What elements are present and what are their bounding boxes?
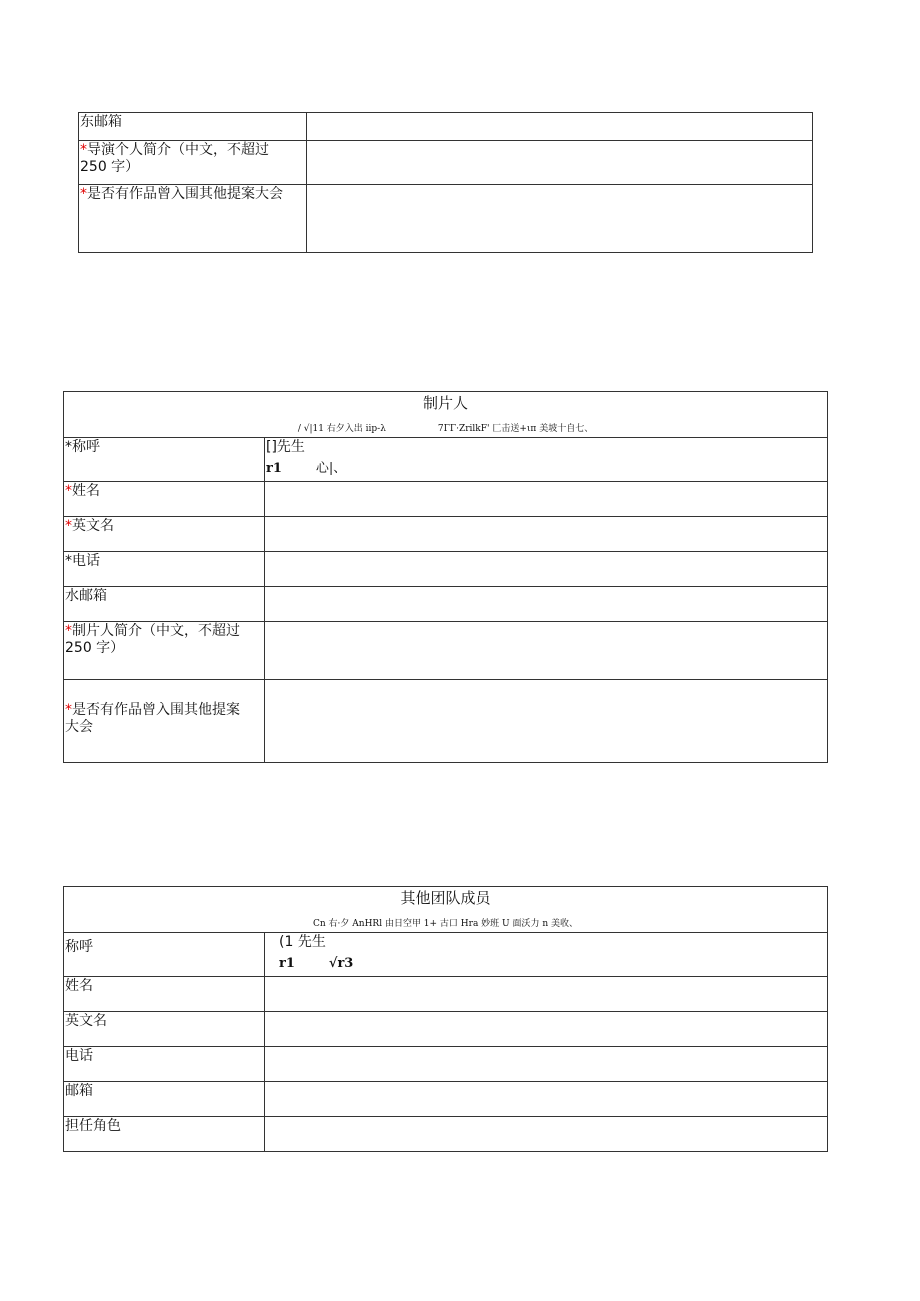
- english-name-label: *英文名: [64, 517, 265, 552]
- english-name-field[interactable]: [265, 1012, 828, 1047]
- team-note: Cn 右·夕 AnHRl 由日空甲 1+ 古口 Hra 妙班 U 面沃力 n 美收、: [313, 919, 578, 929]
- email-field[interactable]: [265, 1082, 828, 1117]
- director-info-table: [78, 112, 813, 253]
- role-label: 担任角色: [64, 1117, 265, 1152]
- producer-bio-field[interactable]: [265, 622, 828, 680]
- producer-header: [64, 392, 828, 438]
- required-marker: *: [65, 553, 72, 569]
- required-marker: *: [65, 518, 72, 534]
- producer-prior-selection-field[interactable]: [265, 680, 828, 763]
- phone-label: 电话: [64, 1047, 265, 1082]
- required-marker: *: [65, 623, 72, 639]
- required-marker: *: [80, 142, 87, 158]
- english-name-field[interactable]: [265, 517, 828, 552]
- producer-bio-label: *制片人简介（中文，不超过 250 字）: [64, 622, 265, 680]
- phone-field[interactable]: [265, 552, 828, 587]
- salutation-options[interactable]: [265, 933, 828, 977]
- salutation-label: *称呼: [64, 438, 265, 482]
- name-label: *姓名: [64, 482, 265, 517]
- salutation-option-garbled[interactable]: r1: [266, 461, 282, 476]
- name-label: 姓名: [64, 977, 265, 1012]
- team-title: 其他团队成员: [400, 889, 491, 907]
- salutation-option-mr[interactable]: (1 先生: [279, 934, 326, 950]
- required-marker: *: [65, 483, 72, 499]
- salutation-options[interactable]: [265, 438, 828, 482]
- phone-label: *电话: [64, 552, 265, 587]
- phone-field[interactable]: [265, 1047, 828, 1082]
- required-marker: *: [80, 186, 87, 202]
- name-field[interactable]: [265, 482, 828, 517]
- name-field[interactable]: [265, 977, 828, 1012]
- team-header: [64, 887, 828, 933]
- email-field[interactable]: [307, 113, 813, 141]
- salutation-label: 称呼: [64, 933, 265, 977]
- director-bio-field[interactable]: [307, 141, 813, 185]
- producer-title: 制片人: [423, 394, 469, 412]
- salutation-option-garbled-2[interactable]: 心|、: [315, 461, 347, 476]
- email-label: 东邮箱: [79, 113, 307, 141]
- director-prior-selection-field[interactable]: [307, 185, 813, 253]
- team-members-table: [63, 886, 828, 1152]
- director-prior-selection-label: *是否有作品曾入围其他提案大会: [79, 185, 307, 253]
- email-label: 邮箱: [64, 1082, 265, 1117]
- producer-note: / √|11 右夕入出 iip-λ 7ΓΓ·ZrilkF' 匚击送+ιπ 美坡十自七、: [297, 424, 594, 434]
- salutation-option-garbled[interactable]: r1: [279, 956, 295, 971]
- email-label: 水邮箱: [64, 587, 265, 622]
- required-marker: *: [65, 702, 72, 718]
- email-field[interactable]: [265, 587, 828, 622]
- producer-table: [63, 391, 828, 763]
- english-name-label: 英文名: [64, 1012, 265, 1047]
- role-field[interactable]: [265, 1117, 828, 1152]
- producer-prior-selection-label: *是否有作品曾入围其他提案 大会: [64, 680, 265, 763]
- salutation-option-mr[interactable]: []先生: [266, 439, 305, 455]
- director-bio-label: *导演个人简介（中文，不超过 250 字）: [79, 141, 307, 185]
- salutation-option-garbled-2[interactable]: √r3: [328, 956, 354, 971]
